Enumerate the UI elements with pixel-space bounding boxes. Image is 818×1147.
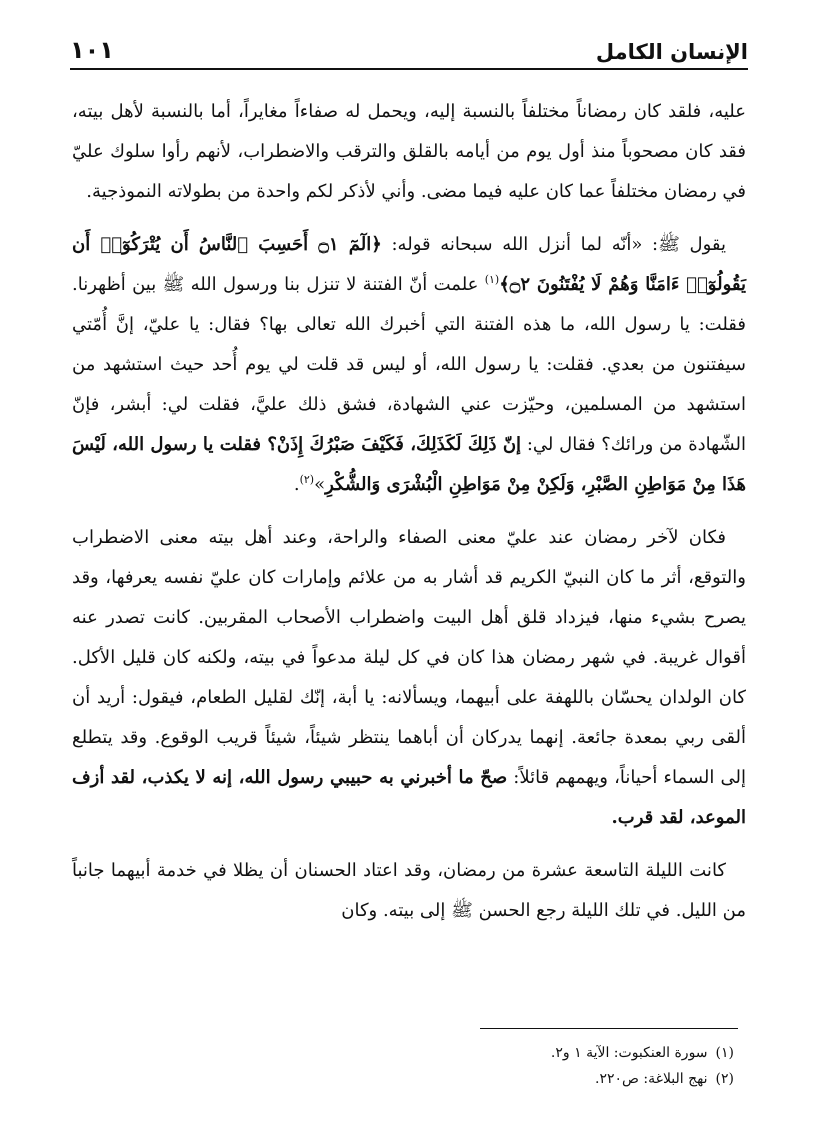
footnote-1 (300, 1040, 734, 1066)
footnote-rule (480, 1028, 738, 1029)
paragraph-2-body: علمت أنّ الفتنة لا تنزل بنا ورسول الله ﷺ بين أظهرنا. فقلت: يا رسول الله، ما هذه الفتنة التي أخبرك الله تعالى بها؟ فقال: يا عليّ، إنَّ أُمّتي سيفتنون من بعدي. فقلت: يا رسول الله، أو ليس قد قلت لي يوم أُحد حيث استشهد من استشهد من المسلمين، وحيّزت عني الشهادة، فشق ذلك عليَّ، فقلت لي: أبشر، فإنّ الشّهادة من ورائك؟ فقال لي: (72, 274, 746, 455)
quran-verse: ﴿الٓمٓ ۝١ أَحَسِبَ ٱلنَّاسُ أَن يُتْرَكُوٓا۟ أَن يَقُولُوٓا۟ ءَامَنَّا وَهُمْ لَا يُفْتَنُونَ ۝٢﴾ (72, 234, 746, 295)
body-text (72, 92, 746, 931)
paragraph-2-end: » (314, 474, 326, 495)
paragraph-2 (72, 225, 746, 505)
paragraph-3-bold: صحّ ما أخبرني به حبيبي رسول الله، إنه لا يكذب، لقد أزف الموعد، لقد قرب. (72, 767, 746, 828)
footnote-ref-1: (١) (484, 273, 500, 286)
footnote-1-number: (١) (715, 1045, 734, 1061)
paragraph-2-period: . (293, 474, 300, 495)
footnote-2 (300, 1066, 734, 1092)
paragraph-4: كانت الليلة التاسعة عشرة من رمضان، وقد اعتاد الحسنان أن يظلا في خدمة أبيهما جانباً من الليل. في تلك الليلة رجع الحسن ﷺ إلى بيته. وكان (72, 860, 746, 921)
page-number: ١٠١ (70, 36, 114, 64)
header-rule (70, 68, 748, 70)
footnotes (300, 1040, 734, 1092)
paragraph-1: عليه، فلقد كان رمضاناً مختلفاً بالنسبة إليه، ويحمل له صفاءاً مغايراً، أما بالنسبة لأهل بيته، فقد كان مصحوباً منذ أول يوم من أيامه بالقلق والترقب والاضطراب، لأنهم رأوا سلوك عليّ في رمضان مختلفاً عما كان عليه فيما مضى. وأني لأذكر لكم واحدة من بطولاته النموذجية. (72, 101, 746, 202)
paragraph-2-intro: يقول ﷺ: «أنّه لما أنزل الله سبحانه قوله: (381, 234, 726, 255)
paragraph-3 (72, 518, 746, 838)
paragraph-2-bold: إنّ ذَلِكَ لَكَذَلِكَ، فَكَيْفَ صَبْرُكَ إِذَنْ؟ فقلت يا رسول الله، لَيْسَ هَذَا مِنْ مَوَاطِنِ الصَّبْرِ، وَلَكِنْ مِنْ مَوَاطِنِ الْبُشْرَى وَالشُّكْرِ (72, 434, 746, 495)
footnote-1-text: سورة العنكبوت: الآية ١ و٢. (550, 1045, 708, 1061)
footnote-2-number: (٢) (715, 1071, 734, 1087)
running-header (70, 30, 748, 64)
header-title: الإنسان الكامل (595, 40, 748, 64)
paragraph-3-body: فكان لآخر رمضان عند عليّ معنى الصفاء والراحة، وعند أهل بيته معنى الاضطراب والتوقع، أثر ما كان النبيّ الكريم قد أشار به من علائم وإمارات كان عليّ نفسه يعرفها، وقد يصرح بشيء منها، فيزداد قلق أهل البيت واضطراب الأصحاب المقربين. كانت تصدر عنه أقوال غريبة. في شهر رمضان هذا كان في كل ليلة مدعواً في بيته، ولكنه كان قليل الأكل. كان الولدان يحسّان باللهفة على أبيهما، ويسألانه: يا أبة، إنّك لقليل الطعام، فيقول: أريد أن ألقى ربي بمعدة جائعة. إنهما يدركان أن أباهما ينتظر شيئاً، شيئاً قريب الوقوع. وقد يتطلع إلى السماء أحياناً، ويهمهم قائلاً: (72, 527, 746, 788)
footnote-ref-2: (٢) (299, 473, 315, 486)
footnote-2-text: نهج البلاغة: ص٢٢٠. (595, 1071, 708, 1087)
